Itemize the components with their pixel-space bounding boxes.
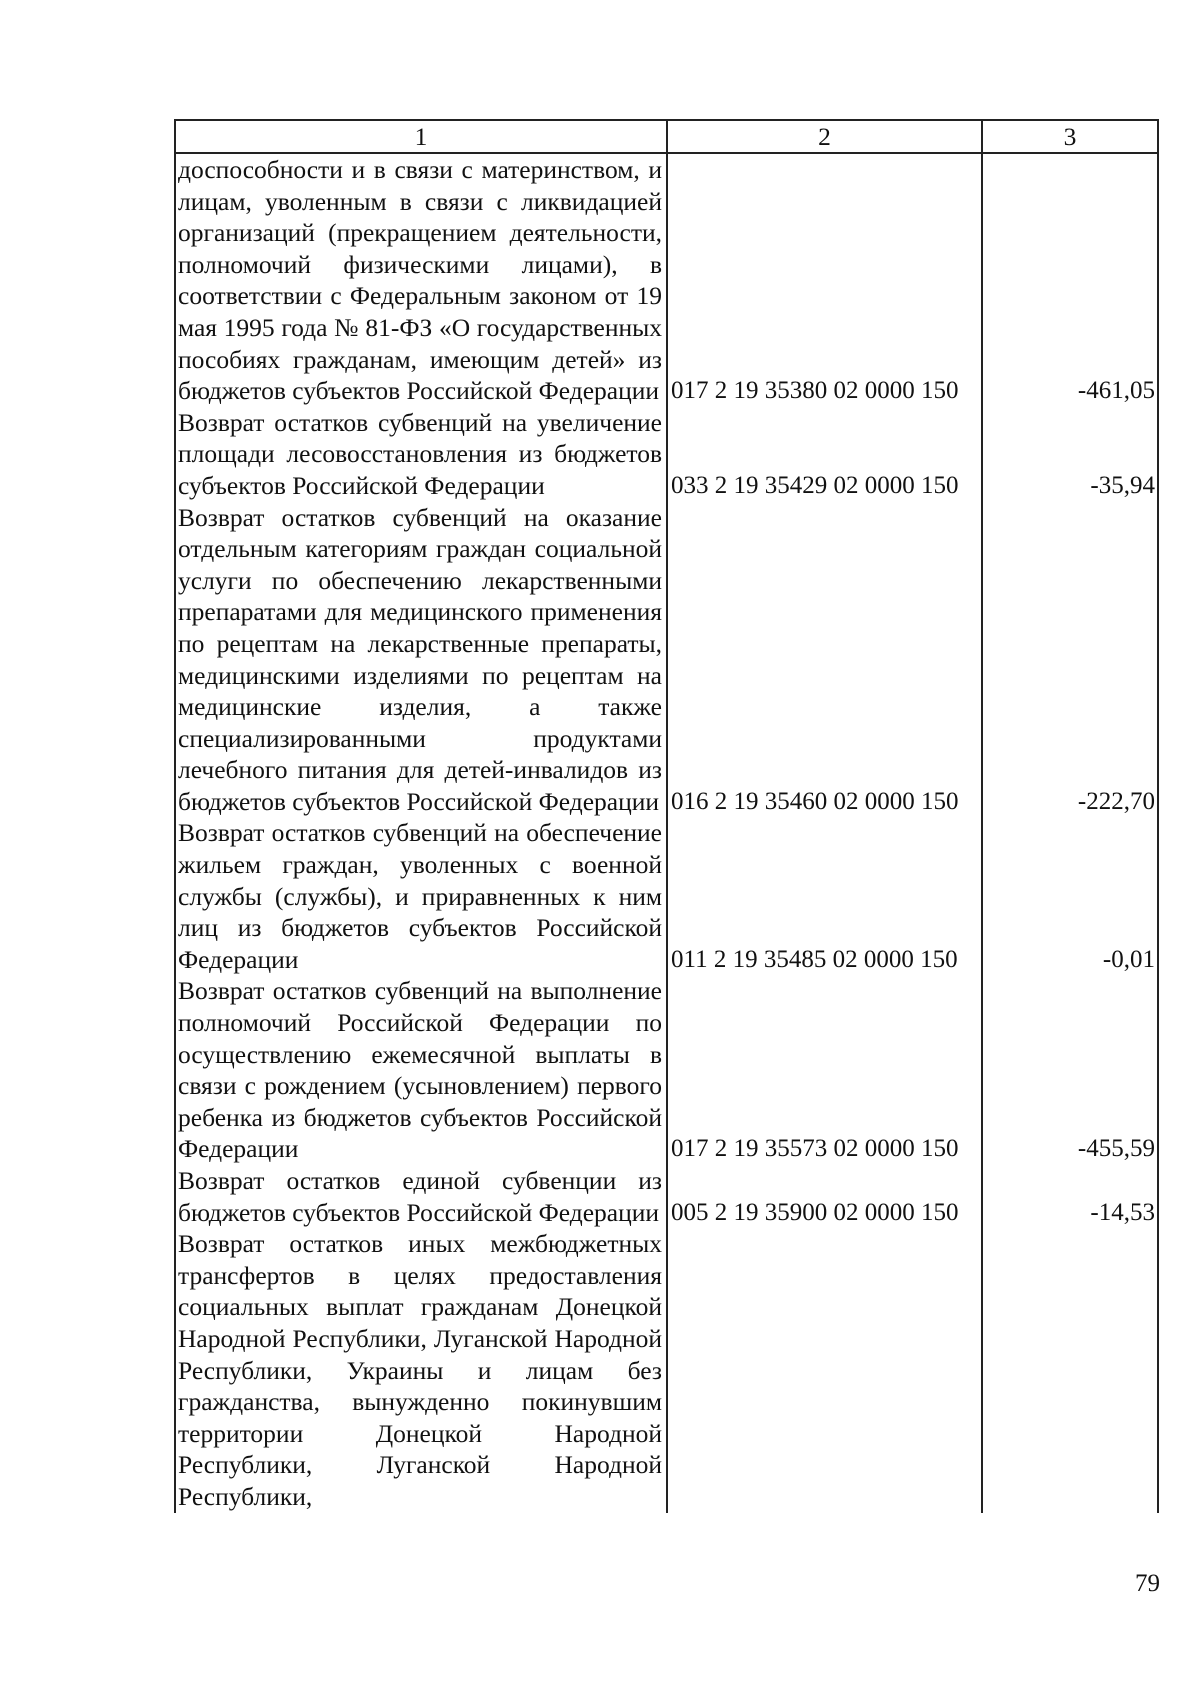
table-row	[175, 153, 1158, 407]
row-amount: -35,94	[982, 407, 1158, 502]
row-description: Возврат остатков единой субвенции из бюджетов субъектов Российской Федерации	[175, 1165, 667, 1228]
budget-table	[174, 119, 1159, 1513]
table-row	[175, 975, 1158, 1165]
table-row	[175, 1228, 1158, 1512]
row-description: Возврат остатков субвенций на обеспечение жильем граждан, уволенных с военной службы (службы), и приравненных к ним лиц из бюджетов субъектов Российской Федерации	[175, 817, 667, 975]
row-code: 017 2 19 35380 02 0000 150	[667, 153, 982, 407]
column-header-1: 1	[175, 120, 667, 153]
row-amount: -455,59	[982, 975, 1158, 1165]
page-number: 79	[1135, 1570, 1160, 1597]
table-row	[175, 407, 1158, 502]
row-code	[667, 1228, 982, 1512]
row-description: Возврат остатков субвенций на увеличение площади лесовосстановления из бюджетов субъектов Российской Федерации	[175, 407, 667, 502]
row-amount: -0,01	[982, 817, 1158, 975]
row-amount: -222,70	[982, 502, 1158, 818]
table-row	[175, 502, 1158, 818]
row-description: Возврат остатков субвенций на выполнение полномочий Российской Федерации по осуществлению ежемесячной выплаты в связи с рождением (усыновлением) первого ребенка из бюджетов субъектов Российской Федерации	[175, 975, 667, 1165]
row-description: Возврат остатков иных межбюджетных трансфертов в целях предоставления социальных выплат гражданам Донецкой Народной Республики, Луганской Народной Республики, Украины и лицам без гражданства, вынужденно покинувшим территории Донецкой Народной Республики, Луганской Народной Республики,	[175, 1228, 667, 1512]
row-code: 016 2 19 35460 02 0000 150	[667, 502, 982, 818]
table-row	[175, 1165, 1158, 1228]
row-code: 033 2 19 35429 02 0000 150	[667, 407, 982, 502]
row-code: 017 2 19 35573 02 0000 150	[667, 975, 982, 1165]
row-description: Возврат остатков субвенций на оказание отдельным категориям граждан социальной услуги по обеспечению лекарственными препаратами для медицинского применения по рецептам на лекарственные препараты, медицинскими изделиями по рецептам на медицинские изделия, а также специализированными продуктами лечебного питания для детей-инвалидов из бюджетов субъектов Российской Федерации	[175, 502, 667, 818]
table-header-row	[175, 120, 1158, 153]
table-row	[175, 817, 1158, 975]
column-header-3: 3	[982, 120, 1158, 153]
row-amount: -461,05	[982, 153, 1158, 407]
row-amount: -14,53	[982, 1165, 1158, 1228]
row-description: доспособности и в связи с материнством, и лицам, уволенным в связи с ликвидацией организаций (прекращением деятельности, полномочий физическими лицами), в соответствии с Федеральным законом от 19 мая 1995 года № 81-ФЗ «О государственных пособиях гражданам, имеющим детей» из бюджетов субъектов Российской Федерации	[175, 153, 667, 407]
row-code: 005 2 19 35900 02 0000 150	[667, 1165, 982, 1228]
row-code: 011 2 19 35485 02 0000 150	[667, 817, 982, 975]
row-amount	[982, 1228, 1158, 1512]
column-header-2: 2	[667, 120, 982, 153]
